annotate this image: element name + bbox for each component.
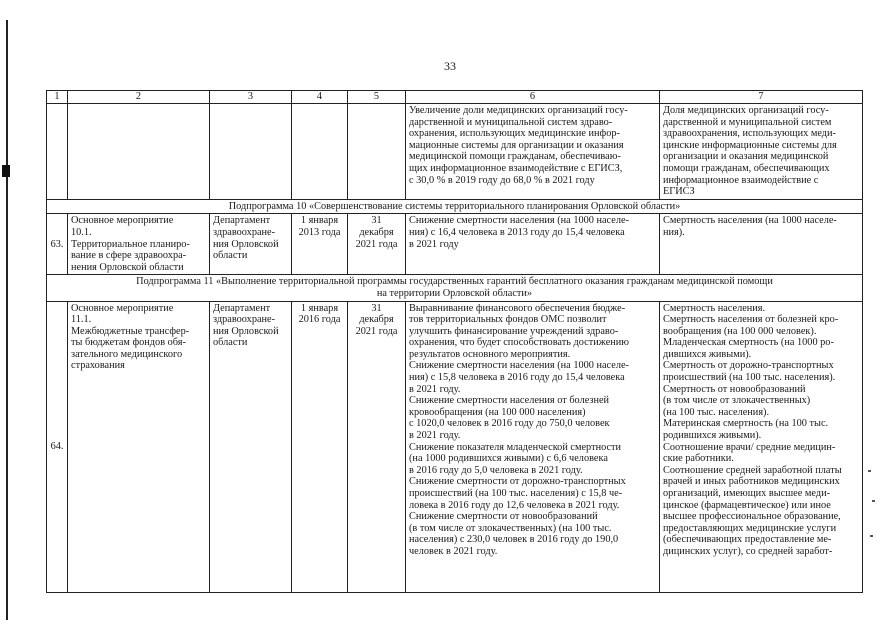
table-header-cell: 3 [210,91,292,104]
end-date-cell: 31 декабря 2021 года [348,301,406,592]
table-header-cell: 7 [660,91,863,104]
table-header-cell: 2 [68,91,210,104]
subprogram-10-title: Подпрограмма 10 «Совершенствование системы территориального планирования Орловской области» [47,199,863,214]
table-header-cell: 1 [47,91,68,104]
indicator-cell: Смертность населения. Смертность населения от болезней кро- вообращения (на 100 000 человек). Младенческая смертность (на 1000 ро- дившихся живыми). Смертность от дорожно-транспортных происшествий (на 100 тыс. населения). Смертность от новообразований (в том числе от злокачественных) (на 100 тыс. населения). Материнская смертность (на 100 тыс. родившихся живыми). Соотношение врачи/ средние медицин- ские работники. Соотношение средней заработной платы врачей и иных работников медицинских организаций, имеющих высшее меди- цинское (фармацевтическое) или иное высшее профессиональное образование, предоставляющих медицинские услуги (обеспечивающих предоставление ме- дицинских услуг), со средней заработ- [660,301,863,592]
end-date-cell [348,104,406,200]
start-date-cell [292,104,348,200]
table-header-row [47,91,863,104]
subprogram-11-title: Подпрограмма 11 «Выполнение территориальной программы государственных гарантий бесплатного оказания гражданам медицинской помощи на территории Орловской области» [47,275,863,301]
activity-cell: Основное мероприятие 11.1. Межбюджетные трансфер- ты бюджетам фондов обя- зательного медицинского страхования [68,301,210,592]
executor-cell: Департамент здравоохране- ния Орловской области [210,214,292,275]
binding-mark [2,165,10,177]
expected-result-cell: Снижение смертности населения (на 1000 населе- ния) с 16,4 человека в 2013 году до 15,4 человека в 2021 году [406,214,660,275]
edge-mark [872,500,875,502]
row-number-cell: 63. [47,214,68,275]
document-table [46,90,863,593]
row-number-cell [47,104,68,200]
subprogram-11-row [47,275,863,301]
subprogram-10-row [47,199,863,214]
table-row-continued [47,104,863,200]
activity-cell: Основное мероприятие 10.1. Территориальное планиро- вание в сфере здравоохра- нения Орловской области [68,214,210,275]
start-date-cell: 1 января 2016 года [292,301,348,592]
indicator-cell: Доля медицинских организаций госу- дарственной и муниципальной систем здравоохранения, использующих меди- цинские информационные системы для организации и оказания медицинской помощи гражданам, обеспечивающих информационное взаимодействие с ЕГИСЗ [660,104,863,200]
row-number-cell: 64. [47,301,68,592]
table-header-cell: 5 [348,91,406,104]
page-number: 33 [444,59,456,73]
edge-mark [868,470,871,472]
executor-cell: Департамент здравоохране- ния Орловской области [210,301,292,592]
table-header-cell: 6 [406,91,660,104]
expected-result-cell: Выравнивание финансового обеспечения бюдже- тов территориальных фондов ОМС позволит улучшить финансирование учреждений здраво- охранения, что будет способствовать достижению результатов основного мероприятия. Снижение смертности населения (на 1000 населе- ния) с 15,8 человека в 2016 году до 15,4 человека в 2021 году. Снижение смертности населения от болезней кровообращения (на 100 000 населения) с 1020,0 человек в 2016 году до 750,0 человек в 2021 году. Снижение показателя младенческой смертности (на 1000 родившихся живыми) с 6,6 человека в 2016 году до 5,0 человека в 2021 году. Снижение смертности от дорожно-транспортных происшествий (на 100 тыс. населения) с 15,8 че- ловека в 2016 году до 12,6 человека в 2021 году. Снижение смертности от новообразований (в том числе от злокачественных) (на 100 тыс. населения) с 230,0 человек в 2016 году до 190,0 человек в 2021 году. [406,301,660,592]
table-row-63 [47,214,863,275]
table-header-cell: 4 [292,91,348,104]
edge-mark [870,535,873,537]
expected-result-cell: Увеличение доли медицинских организаций госу- дарственной и муниципальной систем здраво- охранения, использующих медицинские инфор- мационные системы для организации и оказания медицинской помощи гражданам, обеспечиваю- щих информационное взаимодействие с ЕГИСЗ, с 30,0 % в 2019 году до 68,0 % в 2021 году [406,104,660,200]
end-date-cell: 31 декабря 2021 года [348,214,406,275]
binding-line [6,20,8,620]
indicator-cell: Смертность населения (на 1000 населе- ния). [660,214,863,275]
executor-cell [210,104,292,200]
activity-cell [68,104,210,200]
table-row-64 [47,301,863,592]
start-date-cell: 1 января 2013 года [292,214,348,275]
